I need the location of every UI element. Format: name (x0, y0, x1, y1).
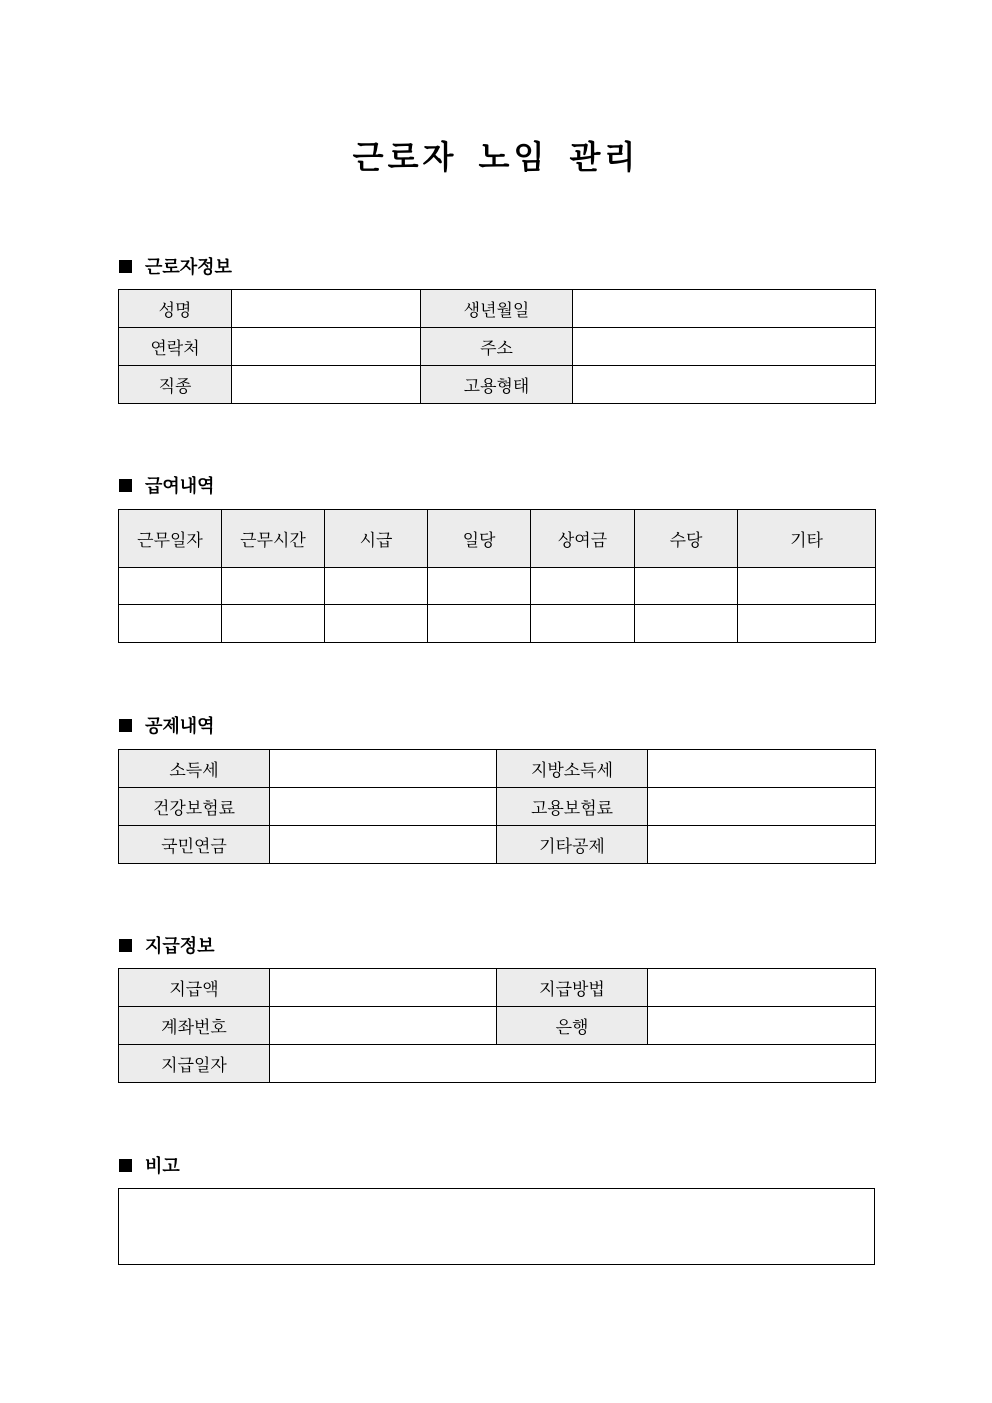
page-title: 근로자 노임 관리 (352, 138, 640, 176)
pay-cell[interactable] (635, 568, 738, 605)
name-label: 성명 (119, 290, 232, 328)
payment-amount-field[interactable] (270, 969, 497, 1007)
payment-method-field[interactable] (648, 969, 876, 1007)
section-heading-pay-details (119, 472, 215, 498)
section-title: 근로자정보 (145, 257, 232, 278)
address-field[interactable] (573, 328, 876, 366)
remarks-box[interactable] (118, 1188, 875, 1265)
birth-date-label: 생년월일 (421, 290, 573, 328)
pay-header-other: 기타 (738, 510, 876, 568)
table-row (119, 568, 876, 605)
square-bullet-icon (119, 719, 132, 732)
square-bullet-icon (119, 939, 132, 952)
employment-insurance-field[interactable] (648, 788, 876, 826)
other-deduction-label: 기타공제 (497, 826, 648, 864)
payment-method-label: 지급방법 (497, 969, 648, 1007)
pay-header-daily-wage: 일당 (428, 510, 531, 568)
payment-date-field[interactable] (270, 1045, 876, 1083)
birth-date-field[interactable] (573, 290, 876, 328)
section-title: 지급정보 (145, 936, 215, 957)
local-income-tax-field[interactable] (648, 750, 876, 788)
income-tax-field[interactable] (270, 750, 497, 788)
pay-header-allowance: 수당 (635, 510, 738, 568)
name-field[interactable] (232, 290, 421, 328)
section-heading-payment-info (119, 932, 215, 958)
employment-insurance-label: 고용보험료 (497, 788, 648, 826)
pay-cell[interactable] (738, 568, 876, 605)
health-insurance-field[interactable] (270, 788, 497, 826)
section-heading-worker-info (119, 253, 232, 279)
bank-label: 은행 (497, 1007, 648, 1045)
deductions-table (118, 749, 876, 864)
pay-header-work-hours: 근무시간 (222, 510, 325, 568)
square-bullet-icon (119, 1159, 132, 1172)
section-title: 비고 (145, 1156, 180, 1177)
pay-cell[interactable] (428, 605, 531, 643)
account-number-field[interactable] (270, 1007, 497, 1045)
payment-info-table (118, 968, 876, 1083)
pay-cell[interactable] (635, 605, 738, 643)
pay-cell[interactable] (428, 568, 531, 605)
bank-field[interactable] (648, 1007, 876, 1045)
pay-details-table (118, 509, 876, 643)
pay-header-work-date: 근무일자 (119, 510, 222, 568)
contact-label: 연락처 (119, 328, 232, 366)
pay-cell[interactable] (119, 605, 222, 643)
section-title: 공제내역 (145, 716, 215, 737)
section-heading-remarks (119, 1152, 180, 1178)
pay-cell[interactable] (119, 568, 222, 605)
pay-cell[interactable] (222, 605, 325, 643)
pay-header-bonus: 상여금 (531, 510, 635, 568)
pay-header-hourly-wage: 시급 (325, 510, 428, 568)
employment-type-field[interactable] (573, 366, 876, 404)
pay-cell[interactable] (325, 568, 428, 605)
national-pension-field[interactable] (270, 826, 497, 864)
local-income-tax-label: 지방소득세 (497, 750, 648, 788)
address-label: 주소 (421, 328, 573, 366)
pay-cell[interactable] (531, 568, 635, 605)
national-pension-label: 국민연금 (119, 826, 270, 864)
income-tax-label: 소득세 (119, 750, 270, 788)
pay-cell[interactable] (738, 605, 876, 643)
job-type-label: 직종 (119, 366, 232, 404)
square-bullet-icon (119, 260, 132, 273)
square-bullet-icon (119, 479, 132, 492)
pay-cell[interactable] (531, 605, 635, 643)
pay-cell[interactable] (325, 605, 428, 643)
section-title: 급여내역 (145, 476, 215, 497)
worker-info-table (118, 289, 876, 404)
contact-field[interactable] (232, 328, 421, 366)
health-insurance-label: 건강보험료 (119, 788, 270, 826)
other-deduction-field[interactable] (648, 826, 876, 864)
section-heading-deductions (119, 712, 215, 738)
payment-amount-label: 지급액 (119, 969, 270, 1007)
table-row (119, 605, 876, 643)
payment-date-label: 지급일자 (119, 1045, 270, 1083)
account-number-label: 계좌번호 (119, 1007, 270, 1045)
employment-type-label: 고용형태 (421, 366, 573, 404)
pay-cell[interactable] (222, 568, 325, 605)
job-type-field[interactable] (232, 366, 421, 404)
